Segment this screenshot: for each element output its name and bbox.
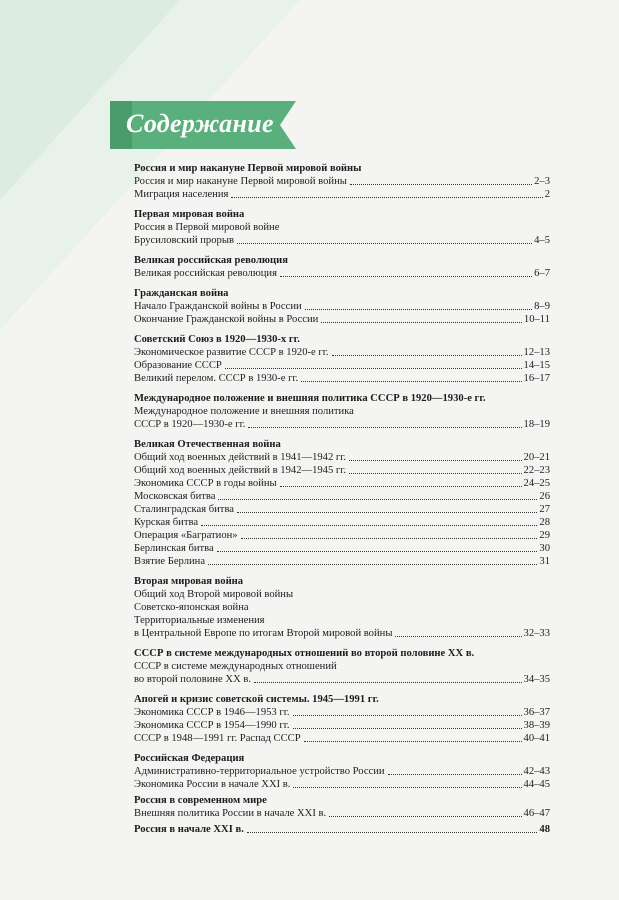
dot-leader — [349, 459, 521, 461]
toc-entry — [134, 372, 550, 385]
toc-section — [134, 162, 550, 201]
toc-entry — [134, 175, 550, 188]
toc-entry-page: 48 — [539, 824, 550, 835]
toc-entry-page: 14–15 — [523, 360, 550, 371]
dot-leader — [321, 321, 522, 323]
toc-entry-text: Экономика СССР в 1954—1990 гг. — [134, 720, 290, 731]
toc-entry-text: Россия в Первой мировой войне — [134, 222, 280, 233]
dot-leader — [208, 563, 537, 565]
dot-leader — [254, 681, 522, 683]
toc-section — [134, 392, 550, 431]
dot-leader — [201, 524, 537, 526]
dot-leader — [280, 275, 532, 277]
toc-entry-text: Великий перелом. СССР в 1930-е гг. — [134, 373, 299, 384]
dot-leader — [247, 831, 538, 833]
dot-leader — [349, 472, 521, 474]
toc-entry — [134, 555, 550, 568]
toc-entry-page: 24–25 — [523, 478, 550, 489]
toc-entry-page: 26 — [539, 491, 550, 502]
dot-leader — [237, 511, 537, 513]
dot-leader — [248, 426, 521, 428]
dot-leader — [241, 537, 538, 539]
dot-leader — [301, 380, 521, 382]
toc-entry-text: Территориальные изменения — [134, 615, 265, 626]
toc-entry — [134, 778, 550, 791]
toc-entry-page: 34–35 — [523, 674, 550, 685]
dot-leader — [329, 815, 521, 817]
toc-entry-page: 12–13 — [523, 347, 550, 358]
toc-entry — [134, 234, 550, 247]
toc-entry-page: 4–5 — [534, 235, 550, 246]
toc-entry — [134, 732, 550, 745]
toc-entry-page: 40–41 — [523, 733, 550, 744]
toc-section — [134, 208, 550, 247]
toc-entry-page: 16–17 — [523, 373, 550, 384]
toc-entry-page: 22–23 — [523, 465, 550, 476]
toc-entry — [134, 451, 550, 464]
toc-entry-text: Экономическое развитие СССР в 1920-е гг. — [134, 347, 329, 358]
dot-leader — [395, 635, 521, 637]
toc-entry-text: Окончание Гражданской войны в России — [134, 314, 319, 325]
toc-section — [134, 752, 550, 791]
toc-entry-text: СССР в системе международных отношений — [134, 661, 337, 672]
page-title: Содержание — [126, 109, 274, 138]
dot-leader — [293, 714, 522, 716]
toc-section-title: Апогей и кризис советской системы. 1945—1991 гг. — [134, 694, 379, 705]
toc-entry-text: в Центральной Европе по итогам Второй мировой войны — [134, 628, 393, 639]
dot-leader — [305, 308, 532, 310]
toc-entry-page: 2 — [544, 189, 550, 200]
toc-entry-text: Россия и мир накануне Первой мировой войны — [134, 176, 347, 187]
toc-entry-page: 30 — [539, 543, 550, 554]
toc-entry-text: Общий ход военных действий в 1942—1945 гг. — [134, 465, 347, 476]
table-of-contents — [134, 162, 550, 836]
dot-leader — [350, 183, 532, 185]
toc-entry — [134, 359, 550, 372]
toc-entry-page: 10–11 — [523, 314, 550, 325]
toc-section — [134, 287, 550, 326]
toc-section — [134, 794, 550, 820]
toc-entry-text: Брусиловский прорыв — [134, 235, 234, 246]
toc-entry — [134, 490, 550, 503]
toc-section-title: Россия в современном мире — [134, 795, 267, 806]
toc-entry-page: 8–9 — [534, 301, 550, 312]
toc-section-title: Россия и мир накануне Первой мировой войны — [134, 163, 362, 174]
toc-entry — [134, 503, 550, 516]
toc-entry — [134, 542, 550, 555]
toc-entry-text: во второй половине XX в. — [134, 674, 252, 685]
toc-section — [134, 333, 550, 385]
toc-entry-text: Административно-территориальное устройство России — [134, 766, 385, 777]
dot-leader — [217, 550, 538, 552]
toc-section-title: Великая Отечественная война — [134, 439, 281, 450]
toc-entry-text: Общий ход Второй мировой войны — [134, 589, 294, 600]
toc-entry-text: Образование СССР — [134, 360, 222, 371]
toc-entry-text: СССР в 1920—1930-е гг. — [134, 419, 246, 430]
toc-section — [134, 693, 550, 745]
toc-section — [134, 575, 550, 640]
toc-entry-text: Миграция населения — [134, 189, 229, 200]
toc-entry-page: 32–33 — [523, 628, 550, 639]
dot-leader — [218, 498, 537, 500]
toc-entry-page: 46–47 — [523, 808, 550, 819]
toc-entry — [134, 346, 550, 359]
dot-leader — [388, 773, 522, 775]
toc-entry-page: 42–43 — [523, 766, 550, 777]
toc-entry-page: 31 — [539, 556, 550, 567]
toc-section — [134, 438, 550, 568]
toc-entry-text: Россия в начале XXI в. — [134, 824, 244, 835]
toc-entry — [134, 673, 550, 686]
toc-entry-page: 18–19 — [523, 419, 550, 430]
toc-entry — [134, 627, 550, 640]
toc-entry-text: Общий ход военных действий в 1941—1942 гг. — [134, 452, 347, 463]
toc-entry-text: Великая российская революция — [134, 268, 277, 279]
toc-section-title: Международное положение и внешняя политика СССР в 1920—1930-е гг. — [134, 393, 486, 404]
toc-entry-text: Экономика России в начале XXI в. — [134, 779, 291, 790]
toc-entry — [134, 706, 550, 719]
toc-entry-text: Берлинская битва — [134, 543, 214, 554]
dot-leader — [280, 485, 522, 487]
toc-final-entry — [134, 823, 550, 836]
toc-entry-text: Московская битва — [134, 491, 216, 502]
dot-leader — [231, 196, 542, 198]
toc-section-title: Российская Федерация — [134, 753, 245, 764]
toc-entry-page: 38–39 — [523, 720, 550, 731]
toc-entry-page: 27 — [539, 504, 550, 515]
toc-entry — [134, 516, 550, 529]
toc-section-title: СССР в системе международных отношений во второй половине XX в. — [134, 648, 475, 659]
toc-entry-page: 28 — [539, 517, 550, 528]
toc-entry-text: Операция «Багратион» — [134, 530, 238, 541]
dot-leader — [332, 354, 522, 356]
toc-entry — [134, 267, 550, 280]
toc-entry — [134, 477, 550, 490]
toc-entry — [134, 300, 550, 313]
toc-entry-text: Советско-японская война — [134, 602, 249, 613]
toc-entry — [134, 765, 550, 778]
toc-entry-page: 29 — [539, 530, 550, 541]
dot-leader — [237, 242, 532, 244]
toc-section-title: Советский Союз в 1920—1930-х гг. — [134, 334, 300, 345]
toc-section-title: Великая российская революция — [134, 255, 288, 266]
toc-entry-page: 44–45 — [523, 779, 550, 790]
toc-entry — [134, 418, 550, 431]
toc-entry — [134, 464, 550, 477]
toc-entry-text: Международное положение и внешняя политика — [134, 406, 354, 417]
toc-entry — [134, 313, 550, 326]
toc-section-title: Вторая мировая война — [134, 576, 244, 587]
dot-leader — [293, 786, 521, 788]
dot-leader — [225, 367, 522, 369]
toc-section — [134, 254, 550, 280]
dot-leader — [304, 740, 522, 742]
toc-entry — [134, 529, 550, 542]
toc-entry-page: 2–3 — [534, 176, 550, 187]
toc-entry-text: Начало Гражданской войны в России — [134, 301, 302, 312]
toc-entry-page: 6–7 — [534, 268, 550, 279]
toc-section — [134, 647, 550, 686]
toc-entry — [134, 807, 550, 820]
toc-entry-text: Сталинградская битва — [134, 504, 235, 515]
toc-entry-text: Экономика СССР в годы войны — [134, 478, 277, 489]
toc-entry-text: СССР в 1948—1991 гг. Распад СССР — [134, 733, 301, 744]
toc-entry-page: 20–21 — [523, 452, 550, 463]
toc-entry-text: Внешняя политика России в начале XXI в. — [134, 808, 327, 819]
toc-entry-text: Курская битва — [134, 517, 199, 528]
dot-leader — [293, 727, 522, 729]
toc-entry — [134, 719, 550, 732]
toc-entry-text: Взятие Берлина — [134, 556, 206, 567]
toc-entry — [134, 188, 550, 201]
toc-section-title: Первая мировая война — [134, 209, 245, 220]
toc-entry-page: 36–37 — [523, 707, 550, 718]
toc-entry-text: Экономика СССР в 1946—1953 гг. — [134, 707, 290, 718]
toc-section-title: Гражданская война — [134, 288, 229, 299]
